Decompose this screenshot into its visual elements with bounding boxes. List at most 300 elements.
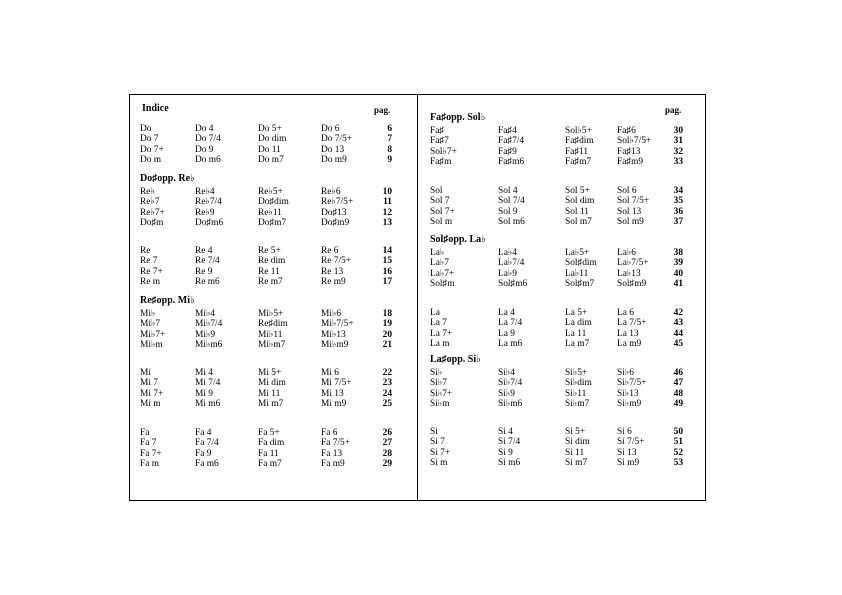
chord-name: Si 9 — [498, 447, 513, 458]
chord-row — [430, 279, 690, 289]
chord-name: Re♭7/4 — [195, 197, 222, 208]
chord-name: Re♭7+ — [140, 207, 165, 218]
chord-name: Fa♯6 — [617, 126, 636, 136]
page-number: 35 — [673, 196, 683, 207]
chord-name: La 13 — [617, 328, 639, 339]
group-title: Sol♯opp. La♭ — [430, 234, 486, 245]
chord-name: Sol 11 — [565, 206, 589, 217]
chord-name: Sol 7/4 — [498, 196, 525, 207]
chord-name: Do — [140, 124, 152, 134]
chord-name: Mi m9 — [321, 398, 347, 409]
page-number: 39 — [673, 258, 683, 269]
chord-name: Sol m7 — [565, 216, 592, 227]
chord-name: Sol♭7+ — [430, 146, 457, 157]
right-pag-label: pag. — [665, 105, 682, 115]
chord-name: Mi m — [140, 398, 161, 409]
chord-row — [140, 208, 400, 218]
page-number: 32 — [673, 146, 683, 157]
page-number: 19 — [382, 319, 392, 330]
chord-name: La 4 — [498, 308, 515, 318]
chord-name: Re 13 — [321, 266, 344, 277]
chord-name: Do♯m6 — [195, 217, 224, 228]
chord-name: Fa m9 — [321, 458, 345, 469]
chord-name: Do 13 — [321, 144, 345, 155]
chord-row — [430, 378, 690, 388]
chord-name: Re♭5+ — [258, 187, 283, 197]
chord-name: Si♭m6 — [498, 398, 523, 409]
chord-name: Mi 9 — [195, 388, 213, 399]
page-number: 30 — [673, 126, 683, 136]
chord-name: Mi♭7/5+ — [321, 319, 354, 330]
chord-name: Sol m — [430, 216, 453, 227]
chord-name: La 5+ — [565, 308, 588, 318]
chord-name: La♭7/4 — [498, 258, 525, 269]
chord-name: Fa 5+ — [258, 428, 280, 438]
page-number: 44 — [673, 328, 683, 339]
chord-name: La 7/5+ — [617, 318, 647, 329]
chord-name: Mi m6 — [195, 398, 221, 409]
chord-name: Mi♭m — [140, 339, 163, 350]
chord-name: La♭7 — [430, 258, 449, 269]
chord-name: Do 7+ — [140, 144, 164, 155]
chord-name: La 7/4 — [498, 318, 523, 329]
chord-row — [140, 378, 400, 388]
page-number: 29 — [382, 458, 392, 469]
chord-name: La m7 — [565, 338, 590, 349]
chord-name: Re♯dim — [258, 319, 288, 330]
chord-row — [140, 267, 400, 277]
chord-name: Fa m6 — [195, 458, 219, 469]
chord-row — [430, 207, 690, 217]
chord-row — [140, 438, 400, 448]
chord-name: Fa 11 — [258, 448, 279, 459]
page-number: 7 — [387, 134, 392, 145]
chord-name: La dim — [565, 318, 592, 329]
page-number: 18 — [382, 309, 392, 319]
chord-row — [140, 277, 400, 287]
chord-name: Re♭11 — [258, 207, 282, 218]
page-number: 45 — [673, 338, 683, 349]
chord-name: Fa 4 — [195, 428, 212, 438]
chord-name: Do 5+ — [258, 124, 282, 134]
chord-name: Mi♭9 — [195, 329, 216, 340]
chord-name: Fa♯4 — [498, 126, 517, 136]
chord-name: Do m — [140, 154, 162, 165]
chord-name: Do m7 — [258, 154, 284, 165]
chord-name: Re dim — [258, 256, 286, 267]
chord-name: Si♭13 — [617, 388, 639, 399]
chord-name: La♭4 — [498, 248, 517, 258]
chord-name: Si 7/5+ — [617, 437, 645, 448]
chord-name: Mi dim — [258, 378, 286, 389]
page-number: 33 — [673, 156, 683, 167]
chord-name: La m — [430, 338, 450, 349]
chord-name: Mi♭7/4 — [195, 319, 223, 330]
chord-row — [430, 368, 690, 378]
chord-row — [140, 197, 400, 207]
chord-name: Sol 6 — [617, 186, 637, 196]
chord-name: Fa 7/4 — [195, 438, 219, 449]
chord-name: Re — [140, 246, 151, 256]
chord-name: La 11 — [565, 328, 587, 339]
chord-name: Si m6 — [498, 457, 521, 468]
chord-name: Do 6 — [321, 124, 340, 134]
page-number: 10 — [382, 187, 392, 197]
chord-name: La♭ — [430, 248, 445, 258]
page-number: 14 — [382, 246, 392, 256]
chord-name: Sol 5+ — [565, 186, 590, 196]
chord-name: Mi 13 — [321, 388, 344, 399]
page-number: 13 — [382, 217, 392, 228]
chord-row — [140, 155, 400, 165]
chord-name: Mi♭7 — [140, 319, 161, 330]
chord-name: Si♭m — [430, 398, 450, 409]
chord-name: Sol♯m — [430, 278, 455, 289]
chord-name: Si♭7/5+ — [617, 378, 647, 389]
page-number: 50 — [673, 427, 683, 437]
chord-row — [430, 458, 690, 468]
chord-name: Sol 13 — [617, 206, 642, 217]
chord-row — [430, 269, 690, 279]
group-title: Fa♯opp. Sol♭ — [430, 112, 486, 123]
chord-name: Fa 13 — [321, 448, 343, 459]
page-number: 16 — [382, 266, 392, 277]
chord-name: Si♭9 — [498, 388, 515, 399]
chord-name: Mi♭5+ — [258, 309, 284, 319]
page-number: 40 — [673, 268, 683, 279]
page-number: 42 — [673, 308, 683, 318]
chord-name: Si 6 — [617, 427, 632, 437]
chord-name: Mi♭11 — [258, 329, 283, 340]
chord-name: Fa♯9 — [498, 146, 517, 157]
chord-name: Do 11 — [258, 144, 281, 155]
chord-name: Re 11 — [258, 266, 280, 277]
chord-row — [140, 399, 400, 409]
chord-row — [140, 428, 400, 438]
chord-name: La 6 — [617, 308, 634, 318]
chord-name: Si — [430, 427, 438, 437]
group-title: Do♯opp. Re♭ — [140, 173, 195, 184]
chord-row — [140, 246, 400, 256]
chord-row — [430, 318, 690, 328]
chord-name: Si m7 — [565, 457, 588, 468]
chord-name: Fa♯13 — [617, 146, 641, 157]
chord-name: La♭11 — [565, 268, 589, 279]
chord-name: Si 4 — [498, 427, 513, 437]
spine-divider — [417, 94, 418, 501]
chord-name: Do♯m7 — [258, 217, 287, 228]
chord-name: Mi 7+ — [140, 388, 164, 399]
chord-name: Si♭7/4 — [498, 378, 523, 389]
chord-row — [140, 368, 400, 378]
chord-name: Re m9 — [321, 276, 346, 287]
chord-name: Fa 7 — [140, 438, 157, 449]
page-number: 48 — [673, 388, 683, 399]
chord-name: Fa♯m6 — [498, 156, 525, 167]
chord-row — [140, 187, 400, 197]
chord-name: Re♭4 — [195, 187, 215, 197]
group-title: Re♯opp. Mi♭ — [140, 295, 195, 306]
chord-name: Sol♭7/5+ — [617, 136, 652, 147]
page-number: 46 — [673, 368, 683, 378]
chord-row — [430, 308, 690, 318]
chord-name: Fa 6 — [321, 428, 338, 438]
page-number: 8 — [387, 144, 392, 155]
chord-name: Si 7 — [430, 437, 445, 448]
chord-name: Mi 11 — [258, 388, 281, 399]
chord-group-si — [430, 427, 690, 468]
chord-row — [430, 147, 690, 157]
chord-name: Fa♯m7 — [565, 156, 592, 167]
chord-name: Re♭ — [140, 187, 155, 197]
chord-name: Fa♯m9 — [617, 156, 644, 167]
chord-name: Mi 7/4 — [195, 378, 221, 389]
chord-row — [430, 448, 690, 458]
chord-row — [140, 389, 400, 399]
chord-row — [430, 389, 690, 399]
chord-name: Re m6 — [195, 276, 220, 287]
chord-name: Fa — [140, 428, 150, 438]
chord-group-fa — [140, 428, 400, 469]
chord-name: Re 7/5+ — [321, 256, 352, 267]
page-number: 49 — [673, 398, 683, 409]
chord-row — [430, 427, 690, 437]
chord-name: Mi♭ — [140, 309, 156, 319]
chord-name: Sol♭5+ — [565, 126, 592, 136]
chord-name: La m6 — [498, 338, 523, 349]
chord-name: La — [430, 308, 440, 318]
page-number: 28 — [382, 448, 392, 459]
page-number: 23 — [382, 378, 392, 389]
chord-name: Sol 7 — [430, 196, 450, 207]
chord-row — [140, 124, 400, 134]
chord-name: Re 6 — [321, 246, 339, 256]
chord-name: Mi m7 — [258, 398, 284, 409]
page-number: 51 — [673, 437, 683, 448]
chord-name: La♭6 — [617, 248, 636, 258]
page-number: 26 — [382, 428, 392, 438]
chord-name: Fa 7+ — [140, 448, 162, 459]
page-number: 6 — [387, 124, 392, 134]
page-number: 43 — [673, 318, 683, 329]
chord-row — [430, 186, 690, 196]
chord-name: Mi♭7+ — [140, 329, 166, 340]
chord-group-resharp-miflat — [140, 294, 400, 350]
chord-name: Si m — [430, 457, 448, 468]
chord-name: Si♭7+ — [430, 388, 453, 399]
chord-name: Do 7 — [140, 134, 159, 145]
chord-name: Re m — [140, 276, 161, 287]
chord-name: Mi♭6 — [321, 309, 342, 319]
chord-name: Do dim — [258, 134, 287, 145]
chord-name: Si 5+ — [565, 427, 586, 437]
chord-name: Re♭7 — [140, 197, 160, 208]
chord-name: Si 13 — [617, 447, 637, 458]
chord-row — [140, 340, 400, 350]
chord-name: Fa m — [140, 458, 160, 469]
chord-name: Re 4 — [195, 246, 213, 256]
page-number: 38 — [673, 248, 683, 258]
page-number: 17 — [382, 276, 392, 287]
chord-name: Si♭7 — [430, 378, 447, 389]
page-number: 20 — [382, 329, 392, 340]
chord-name: Do 4 — [195, 124, 214, 134]
chord-group-mi — [140, 368, 400, 409]
chord-name: Sol 9 — [498, 206, 518, 217]
chord-name: Fa dim — [258, 438, 285, 449]
chord-name: Si♭m7 — [565, 398, 590, 409]
chord-name: Sol 4 — [498, 186, 518, 196]
chord-name: Re♭7/5+ — [321, 197, 354, 208]
chord-name: Fa♯7/4 — [498, 136, 525, 147]
left-pag-label: pag. — [374, 105, 391, 115]
chord-name: Mi 7 — [140, 378, 158, 389]
index-title: Indice — [142, 103, 169, 114]
chord-group-fasharp-solflat — [430, 111, 690, 167]
chord-name: Si♭6 — [617, 368, 634, 378]
page-number: 37 — [673, 216, 683, 227]
chord-group-dosharp-reflat — [140, 172, 400, 228]
chord-row — [430, 329, 690, 339]
chord-name: Re 9 — [195, 266, 213, 277]
chord-name: Do m6 — [195, 154, 221, 165]
chord-group-re — [140, 246, 400, 287]
chord-name: Do m9 — [321, 154, 347, 165]
chord-name: Fa♯11 — [565, 146, 589, 157]
page-number: 52 — [673, 447, 683, 458]
page-number: 34 — [673, 186, 683, 196]
chord-row — [430, 136, 690, 146]
chord-name: Si 11 — [565, 447, 585, 458]
chord-name: Mi♭13 — [321, 329, 346, 340]
page-number: 15 — [382, 256, 392, 267]
chord-group-solsharp-laflat — [430, 233, 690, 289]
chord-name: Si dim — [565, 437, 590, 448]
page-number: 11 — [383, 197, 392, 208]
chord-name: La 7+ — [430, 328, 453, 339]
chord-group-lasharp-siflat — [430, 353, 690, 409]
chord-name: Mi♭4 — [195, 309, 216, 319]
chord-name: Sol dim — [565, 196, 595, 207]
chord-name: Si m9 — [617, 457, 640, 468]
chord-name: Sol — [430, 186, 443, 196]
chord-name: Fa♯dim — [565, 136, 594, 147]
chord-name: La♭7+ — [430, 268, 455, 279]
chord-group-la — [430, 308, 690, 349]
chord-name: Re 7 — [140, 256, 158, 267]
chord-group-do — [140, 124, 400, 165]
chord-name: Si♭ — [430, 368, 443, 378]
chord-row — [430, 437, 690, 447]
chord-name: La m9 — [617, 338, 642, 349]
chord-row — [430, 196, 690, 206]
chord-name: Re 7/4 — [195, 256, 220, 267]
chord-row — [430, 157, 690, 167]
page-number: 12 — [382, 207, 392, 218]
chord-name: Sol m6 — [498, 216, 525, 227]
chord-name: Mi 5+ — [258, 368, 282, 378]
chord-name: Do♯m9 — [321, 217, 350, 228]
page-number: 27 — [382, 438, 392, 449]
chord-name: La 7 — [430, 318, 447, 329]
page-number: 9 — [387, 154, 392, 165]
chord-name: Sol m9 — [617, 216, 644, 227]
chord-name: Sol 7/5+ — [617, 196, 650, 207]
chord-name: Mi 7/5+ — [321, 378, 352, 389]
page-number: 31 — [673, 136, 683, 147]
chord-name: Fa♯ — [430, 126, 445, 136]
page-number: 24 — [382, 388, 392, 399]
chord-row — [430, 258, 690, 268]
page-number: 41 — [673, 278, 683, 289]
chord-name: Si♭5+ — [565, 368, 588, 378]
chord-row — [140, 145, 400, 155]
chord-name: Re 5+ — [258, 246, 281, 256]
chord-row — [140, 309, 400, 319]
chord-name: La 9 — [498, 328, 515, 339]
chord-name: Sol♯dim — [565, 258, 597, 269]
chord-name: Re♭9 — [195, 207, 215, 218]
chord-name: Si♭m9 — [617, 398, 642, 409]
group-title: La♯opp. Si♭ — [430, 354, 481, 365]
chord-row — [430, 339, 690, 349]
page-number: 21 — [382, 339, 392, 350]
chord-name: Sol♯m7 — [565, 278, 595, 289]
chord-name: Mi 4 — [195, 368, 213, 378]
chord-row — [140, 134, 400, 144]
page-number: 47 — [673, 378, 683, 389]
chord-row — [430, 399, 690, 409]
chord-name: Fa♯m — [430, 156, 452, 167]
chord-row — [140, 256, 400, 266]
chord-name: Mi — [140, 368, 151, 378]
chord-name: La♭13 — [617, 268, 641, 279]
chord-name: Si♭4 — [498, 368, 515, 378]
page-number: 25 — [382, 398, 392, 409]
chord-name: Fa m7 — [258, 458, 282, 469]
chord-row — [430, 217, 690, 227]
chord-name: Sol 7+ — [430, 206, 455, 217]
chord-name: Do 7/4 — [195, 134, 221, 145]
chord-name: La♭7/5+ — [617, 258, 649, 269]
page-number: 22 — [382, 368, 392, 378]
chord-name: Mi 6 — [321, 368, 339, 378]
chord-name: Si 7/4 — [498, 437, 521, 448]
chord-row — [140, 319, 400, 329]
chord-name: Do 9 — [195, 144, 214, 155]
chord-name: Do♯dim — [258, 197, 289, 208]
chord-name: Do 7/5+ — [321, 134, 353, 145]
chord-name: Sol♯m9 — [617, 278, 647, 289]
chord-group-sol — [430, 186, 690, 227]
chord-name: Re 7+ — [140, 266, 163, 277]
chord-row — [430, 248, 690, 258]
chord-name: La♭9 — [498, 268, 517, 279]
chord-name: Si 7+ — [430, 447, 451, 458]
chord-name: Mi♭m6 — [195, 339, 223, 350]
chord-name: Do♯m — [140, 217, 164, 228]
chord-name: Re♭6 — [321, 187, 341, 197]
chord-row — [140, 330, 400, 340]
page-number: 53 — [673, 457, 683, 468]
chord-name: Fa♯7 — [430, 136, 449, 147]
chord-name: Fa 9 — [195, 448, 212, 459]
chord-name: Mi♭m7 — [258, 339, 286, 350]
chord-name: Si♭11 — [565, 388, 587, 399]
chord-name: Do♯13 — [321, 207, 347, 218]
chord-row — [430, 126, 690, 136]
chord-row — [140, 459, 400, 469]
